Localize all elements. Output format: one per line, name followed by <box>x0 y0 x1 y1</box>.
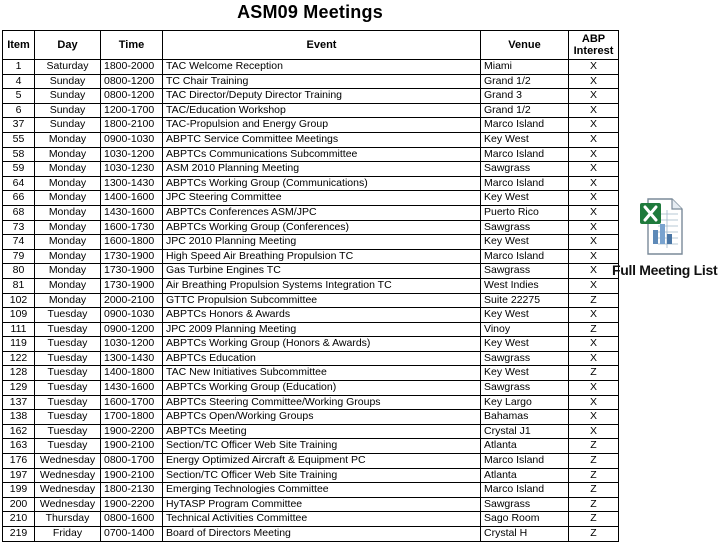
day-cell: Wednesday <box>35 468 101 483</box>
table-row <box>3 439 619 454</box>
venue-cell: Vinoy <box>481 322 569 337</box>
abp-interest-cell: X <box>569 337 619 352</box>
table-row <box>3 293 619 308</box>
table-row <box>3 235 619 250</box>
day-cell: Monday <box>35 132 101 147</box>
event-cell: ABPTCs Meeting <box>163 424 481 439</box>
table-row <box>3 337 619 352</box>
day-cell: Monday <box>35 205 101 220</box>
abp-interest-cell: X <box>569 89 619 104</box>
abp-interest-cell: X <box>569 235 619 250</box>
time-cell: 0800-1600 <box>101 512 163 527</box>
time-cell: 1400-1800 <box>101 366 163 381</box>
event-cell: TAC New Initiatives Subcommittee <box>163 366 481 381</box>
time-cell: 1030-1200 <box>101 337 163 352</box>
event-cell: HyTASP Program Committee <box>163 497 481 512</box>
table-row <box>3 162 619 177</box>
venue-cell: Sawgrass <box>481 381 569 396</box>
time-cell: 0900-1200 <box>101 322 163 337</box>
item-cell: 199 <box>3 483 35 498</box>
event-cell: TAC/Education Workshop <box>163 103 481 118</box>
venue-cell: Marco Island <box>481 176 569 191</box>
day-cell: Monday <box>35 147 101 162</box>
event-cell: TAC-Propulsion and Energy Group <box>163 118 481 133</box>
venue-cell: Atlanta <box>481 468 569 483</box>
venue-cell: Puerto Rico <box>481 205 569 220</box>
day-cell: Wednesday <box>35 497 101 512</box>
event-cell: JPC 2010 Planning Meeting <box>163 235 481 250</box>
venue-cell: Key West <box>481 235 569 250</box>
table-row <box>3 512 619 527</box>
table-row <box>3 205 619 220</box>
item-cell: 163 <box>3 439 35 454</box>
day-cell: Sunday <box>35 118 101 133</box>
day-cell: Monday <box>35 278 101 293</box>
venue-cell: Sawgrass <box>481 162 569 177</box>
abp-interest-cell: X <box>569 264 619 279</box>
table-row <box>3 220 619 235</box>
item-cell: 122 <box>3 351 35 366</box>
venue-cell: Miami <box>481 60 569 75</box>
day-cell: Sunday <box>35 74 101 89</box>
abp-interest-cell: X <box>569 424 619 439</box>
item-cell: 129 <box>3 381 35 396</box>
venue-cell: Marco Island <box>481 483 569 498</box>
table-row <box>3 278 619 293</box>
time-cell: 1900-2200 <box>101 497 163 512</box>
event-cell: TAC Director/Deputy Director Training <box>163 89 481 104</box>
item-cell: 80 <box>3 264 35 279</box>
event-cell: Technical Activities Committee <box>163 512 481 527</box>
header-item: Item <box>3 31 35 60</box>
venue-cell: Sawgrass <box>481 264 569 279</box>
table-row <box>3 191 619 206</box>
abp-interest-cell: X <box>569 205 619 220</box>
venue-cell: Grand 3 <box>481 89 569 104</box>
table-row <box>3 249 619 264</box>
venue-cell: Suite 22275 <box>481 293 569 308</box>
day-cell: Tuesday <box>35 366 101 381</box>
event-cell: ABPTCs Working Group (Education) <box>163 381 481 396</box>
item-cell: 81 <box>3 278 35 293</box>
abp-interest-cell: Z <box>569 468 619 483</box>
item-cell: 138 <box>3 410 35 425</box>
venue-cell: Sago Room <box>481 512 569 527</box>
venue-cell: Key Largo <box>481 395 569 410</box>
day-cell: Monday <box>35 176 101 191</box>
abp-interest-cell: Z <box>569 527 619 542</box>
day-cell: Friday <box>35 527 101 542</box>
time-cell: 0900-1030 <box>101 132 163 147</box>
item-cell: 58 <box>3 147 35 162</box>
item-cell: 128 <box>3 366 35 381</box>
event-cell: ABPTCs Working Group (Communications) <box>163 176 481 191</box>
item-cell: 176 <box>3 454 35 469</box>
item-cell: 119 <box>3 337 35 352</box>
meetings-table-body <box>3 60 619 542</box>
abp-interest-cell: X <box>569 381 619 396</box>
abp-interest-cell: X <box>569 308 619 323</box>
header-venue: Venue <box>481 31 569 60</box>
day-cell: Monday <box>35 293 101 308</box>
event-cell: Energy Optimized Aircraft & Equipment PC <box>163 454 481 469</box>
day-cell: Saturday <box>35 60 101 75</box>
abp-interest-cell: Z <box>569 483 619 498</box>
event-cell: TC Chair Training <box>163 74 481 89</box>
venue-cell: Atlanta <box>481 439 569 454</box>
header-abp-interest <box>569 31 619 60</box>
abp-interest-cell: X <box>569 60 619 75</box>
venue-cell: Bahamas <box>481 410 569 425</box>
abp-interest-cell: X <box>569 220 619 235</box>
item-cell: 1 <box>3 60 35 75</box>
table-row <box>3 89 619 104</box>
time-cell: 1900-2100 <box>101 468 163 483</box>
day-cell: Tuesday <box>35 395 101 410</box>
venue-cell: Grand 1/2 <box>481 103 569 118</box>
event-cell: Board of Directors Meeting <box>163 527 481 542</box>
abp-interest-cell: Z <box>569 366 619 381</box>
table-header-row <box>3 31 619 60</box>
time-cell: 1030-1200 <box>101 147 163 162</box>
abp-interest-cell: X <box>569 162 619 177</box>
event-cell: JPC Steering Committee <box>163 191 481 206</box>
event-cell: ABPTCs Working Group (Conferences) <box>163 220 481 235</box>
full-meeting-list-attachment[interactable] <box>612 196 720 286</box>
day-cell: Sunday <box>35 103 101 118</box>
abp-interest-cell: X <box>569 351 619 366</box>
venue-cell: Sawgrass <box>481 497 569 512</box>
time-cell: 2000-2100 <box>101 293 163 308</box>
header-abp-line1: ABP <box>581 33 606 45</box>
event-cell: ABPTCs Steering Committee/Working Groups <box>163 395 481 410</box>
abp-interest-cell: X <box>569 103 619 118</box>
item-cell: 102 <box>3 293 35 308</box>
item-cell: 111 <box>3 322 35 337</box>
table-row <box>3 454 619 469</box>
venue-cell: Marco Island <box>481 118 569 133</box>
event-cell: TAC Welcome Reception <box>163 60 481 75</box>
table-row <box>3 74 619 89</box>
item-cell: 109 <box>3 308 35 323</box>
excel-file-icon <box>640 196 686 258</box>
time-cell: 1900-2200 <box>101 424 163 439</box>
abp-interest-cell: Z <box>569 293 619 308</box>
item-cell: 4 <box>3 74 35 89</box>
event-cell: JPC 2009 Planning Meeting <box>163 322 481 337</box>
day-cell: Monday <box>35 235 101 250</box>
abp-interest-cell: Z <box>569 454 619 469</box>
venue-cell: Crystal H <box>481 527 569 542</box>
venue-cell: West Indies <box>481 278 569 293</box>
time-cell: 1430-1600 <box>101 381 163 396</box>
table-row <box>3 424 619 439</box>
venue-cell: Key West <box>481 308 569 323</box>
day-cell: Wednesday <box>35 483 101 498</box>
time-cell: 1730-1900 <box>101 249 163 264</box>
day-cell: Wednesday <box>35 454 101 469</box>
item-cell: 37 <box>3 118 35 133</box>
time-cell: 1200-1700 <box>101 103 163 118</box>
day-cell: Monday <box>35 249 101 264</box>
abp-interest-cell: Z <box>569 497 619 512</box>
item-cell: 73 <box>3 220 35 235</box>
time-cell: 1300-1430 <box>101 176 163 191</box>
abp-interest-cell: X <box>569 176 619 191</box>
time-cell: 1600-1800 <box>101 235 163 250</box>
day-cell: Tuesday <box>35 337 101 352</box>
day-cell: Monday <box>35 264 101 279</box>
item-cell: 64 <box>3 176 35 191</box>
venue-cell: Sawgrass <box>481 220 569 235</box>
item-cell: 6 <box>3 103 35 118</box>
header-event: Event <box>163 31 481 60</box>
time-cell: 1800-2100 <box>101 118 163 133</box>
time-cell: 0800-1700 <box>101 454 163 469</box>
table-row <box>3 366 619 381</box>
event-cell: ABPTCs Conferences ASM/JPC <box>163 205 481 220</box>
event-cell: Gas Turbine Engines TC <box>163 264 481 279</box>
table-row <box>3 118 619 133</box>
table-row <box>3 308 619 323</box>
table-row <box>3 176 619 191</box>
abp-interest-cell: X <box>569 249 619 264</box>
table-row <box>3 147 619 162</box>
day-cell: Thursday <box>35 512 101 527</box>
meetings-table <box>2 30 619 542</box>
table-row <box>3 381 619 396</box>
time-cell: 1800-2130 <box>101 483 163 498</box>
day-cell: Monday <box>35 220 101 235</box>
item-cell: 197 <box>3 468 35 483</box>
abp-interest-cell: X <box>569 132 619 147</box>
time-cell: 1400-1600 <box>101 191 163 206</box>
event-cell: Emerging Technologies Committee <box>163 483 481 498</box>
abp-interest-cell: X <box>569 191 619 206</box>
venue-cell: Sawgrass <box>481 351 569 366</box>
page-title: ASM09 Meetings <box>237 2 383 22</box>
event-cell: ABPTCs Communications Subcommittee <box>163 147 481 162</box>
event-cell: ABPTCs Working Group (Honors & Awards) <box>163 337 481 352</box>
table-row <box>3 527 619 542</box>
table-row <box>3 497 619 512</box>
item-cell: 137 <box>3 395 35 410</box>
venue-cell: Key West <box>481 337 569 352</box>
venue-cell: Crystal J1 <box>481 424 569 439</box>
venue-cell: Key West <box>481 366 569 381</box>
header-abp-line2: Interest <box>573 45 614 57</box>
abp-interest-cell: Z <box>569 322 619 337</box>
time-cell: 1800-2000 <box>101 60 163 75</box>
event-cell: Air Breathing Propulsion Systems Integration TC <box>163 278 481 293</box>
abp-interest-cell: X <box>569 74 619 89</box>
item-cell: 5 <box>3 89 35 104</box>
item-cell: 74 <box>3 235 35 250</box>
item-cell: 219 <box>3 527 35 542</box>
time-cell: 1900-2100 <box>101 439 163 454</box>
item-cell: 162 <box>3 424 35 439</box>
day-cell: Tuesday <box>35 308 101 323</box>
venue-cell: Grand 1/2 <box>481 74 569 89</box>
table-row <box>3 103 619 118</box>
day-cell: Tuesday <box>35 381 101 396</box>
day-cell: Tuesday <box>35 322 101 337</box>
attachment-label[interactable]: Full Meeting List <box>612 262 718 278</box>
table-row <box>3 264 619 279</box>
table-row <box>3 132 619 147</box>
abp-interest-cell: X <box>569 278 619 293</box>
abp-interest-cell: X <box>569 395 619 410</box>
table-row <box>3 468 619 483</box>
day-cell: Tuesday <box>35 351 101 366</box>
abp-interest-cell: X <box>569 147 619 162</box>
time-cell: 1600-1700 <box>101 395 163 410</box>
item-cell: 200 <box>3 497 35 512</box>
abp-interest-cell: Z <box>569 512 619 527</box>
day-cell: Monday <box>35 162 101 177</box>
item-cell: 79 <box>3 249 35 264</box>
event-cell: ABPTCs Open/Working Groups <box>163 410 481 425</box>
abp-interest-cell: Z <box>569 439 619 454</box>
header-time: Time <box>101 31 163 60</box>
time-cell: 1730-1900 <box>101 278 163 293</box>
venue-cell: Key West <box>481 191 569 206</box>
item-cell: 66 <box>3 191 35 206</box>
day-cell: Tuesday <box>35 424 101 439</box>
venue-cell: Marco Island <box>481 147 569 162</box>
venue-cell: Key West <box>481 132 569 147</box>
table-row <box>3 60 619 75</box>
table-row <box>3 351 619 366</box>
time-cell: 0700-1400 <box>101 527 163 542</box>
table-row <box>3 322 619 337</box>
event-cell: High Speed Air Breathing Propulsion TC <box>163 249 481 264</box>
time-cell: 1030-1230 <box>101 162 163 177</box>
day-cell: Tuesday <box>35 410 101 425</box>
event-cell: GTTC Propulsion Subcommittee <box>163 293 481 308</box>
time-cell: 1730-1900 <box>101 264 163 279</box>
item-cell: 59 <box>3 162 35 177</box>
time-cell: 0800-1200 <box>101 74 163 89</box>
item-cell: 210 <box>3 512 35 527</box>
header-day: Day <box>35 31 101 60</box>
time-cell: 0900-1030 <box>101 308 163 323</box>
time-cell: 0800-1200 <box>101 89 163 104</box>
event-cell: Section/TC Officer Web Site Training <box>163 468 481 483</box>
time-cell: 1700-1800 <box>101 410 163 425</box>
event-cell: ABPTCs Education <box>163 351 481 366</box>
event-cell: ABPTC Service Committee Meetings <box>163 132 481 147</box>
time-cell: 1600-1730 <box>101 220 163 235</box>
day-cell: Sunday <box>35 89 101 104</box>
abp-interest-cell: X <box>569 410 619 425</box>
time-cell: 1430-1600 <box>101 205 163 220</box>
event-cell: ABPTCs Honors & Awards <box>163 308 481 323</box>
table-row <box>3 410 619 425</box>
day-cell: Monday <box>35 191 101 206</box>
venue-cell: Marco Island <box>481 249 569 264</box>
event-cell: Section/TC Officer Web Site Training <box>163 439 481 454</box>
event-cell: ASM 2010 Planning Meeting <box>163 162 481 177</box>
item-cell: 68 <box>3 205 35 220</box>
table-row <box>3 483 619 498</box>
venue-cell: Marco Island <box>481 454 569 469</box>
day-cell: Tuesday <box>35 439 101 454</box>
table-row <box>3 395 619 410</box>
item-cell: 55 <box>3 132 35 147</box>
abp-interest-cell: X <box>569 118 619 133</box>
time-cell: 1300-1430 <box>101 351 163 366</box>
